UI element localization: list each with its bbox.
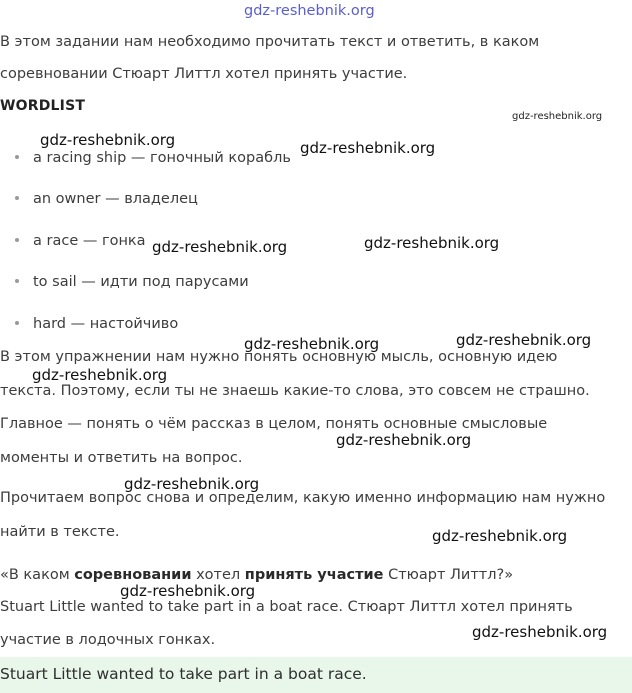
intro-line-1: В этом задании нам необходимо прочитать текст и ответить, в каком (0, 34, 540, 50)
list-item: an owner — владелец (15, 191, 198, 207)
bullet-icon (15, 238, 19, 242)
intro-line-2: соревновании Стюарт Литтл хотел принять участие. (0, 66, 408, 82)
watermark: gdz-reshebnik.org (124, 475, 260, 493)
watermark: gdz-reshebnik.org (456, 331, 592, 349)
explanation-line-4: моменты и ответить на вопрос. (0, 450, 243, 466)
list-item: a racing ship — гоночный корабль (15, 150, 291, 166)
list-item: hard — настойчиво (15, 316, 178, 332)
watermark: gdz-reshebnik.org (40, 131, 176, 149)
bullet-icon (15, 279, 19, 283)
watermark: gdz-reshebnik.org (364, 234, 500, 252)
reread-line-1: Прочитаем вопрос снова и определим, какую именно информацию нам нужно (0, 490, 606, 506)
watermark: gdz-reshebnik.org (32, 366, 168, 384)
list-item: to sail — идти под парусами (15, 274, 249, 290)
explanation-line-2: текста. Поэтому, если ты не знаешь какие-то слова, это совсем не страшно. (0, 383, 590, 399)
answer-box (0, 657, 632, 693)
watermark: gdz-reshebnik.org (152, 238, 288, 256)
watermark: gdz-reshebnik.org (244, 335, 380, 353)
question-line: «В каком соревновании хотел принять участие Стюарт Литтл?» (0, 567, 514, 583)
translation-line-1: Stuart Little wanted to take part in a boat race. Стюарт Литтл хотел принять (0, 599, 573, 615)
explanation-line-3: Главное — понять о чём рассказ в целом, понять основные смысловые (0, 416, 548, 432)
watermark: gdz-reshebnik.org (300, 139, 436, 157)
watermark: gdz-reshebnik.org (472, 623, 608, 641)
bullet-icon (15, 321, 19, 325)
explanation-line-1: В этом упражнении нам нужно понять основную мысль, основную идею (0, 349, 558, 365)
reread-line-2: найти в тексте. (0, 524, 120, 540)
watermark: gdz-reshebnik.org (432, 527, 568, 545)
watermark: gdz-reshebnik.org (120, 582, 256, 600)
translation-line-2: участие в лодочных гонках. (0, 632, 216, 648)
bullet-icon (15, 196, 19, 200)
watermark: gdz-reshebnik.org (512, 111, 603, 122)
bullet-icon (15, 155, 19, 159)
watermark: gdz-reshebnik.org (336, 431, 472, 449)
watermark: gdz-reshebnik.org (244, 3, 375, 19)
wordlist-heading: WORDLIST (0, 98, 86, 114)
list-item: a race — гонка (15, 233, 146, 249)
answer-text: Stuart Little wanted to take part in a boat race. (0, 665, 367, 683)
